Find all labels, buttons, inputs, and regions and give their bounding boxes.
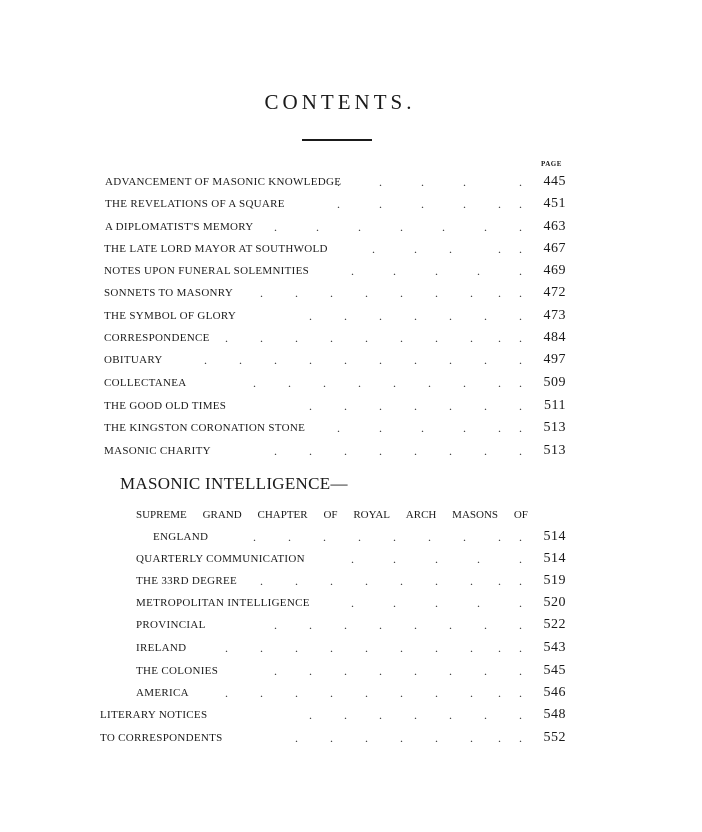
toc-entry-page: 451 bbox=[543, 196, 566, 211]
leader-dots: . . . . . . . . . . bbox=[225, 641, 526, 655]
toc-entry bbox=[104, 328, 566, 348]
toc-entry bbox=[104, 350, 566, 370]
toc-entry-page: 513 bbox=[543, 420, 566, 435]
leader-dots: . . . . . bbox=[372, 242, 526, 256]
toc-entry bbox=[105, 217, 566, 237]
toc-entry-label: NOTES UPON FUNERAL SOLEMNITIES bbox=[104, 265, 310, 277]
arch-word: ARCH bbox=[405, 509, 437, 521]
leader-dots: . . . . . . . . . . bbox=[225, 686, 526, 700]
toc-entry bbox=[104, 418, 566, 438]
chapter-word: CHAPTER bbox=[257, 509, 308, 521]
toc-subentry bbox=[136, 661, 566, 681]
title-rule bbox=[302, 139, 372, 141]
leader-dots: . . . . . . . . . bbox=[260, 286, 526, 300]
royal-word: ROYAL bbox=[353, 509, 390, 521]
toc-subentry-page: 514 bbox=[543, 529, 566, 544]
leader-dots: . . . . . . bbox=[337, 197, 526, 211]
toc-entry bbox=[104, 396, 566, 416]
toc-entry-label: COLLECTANEA bbox=[104, 377, 187, 389]
toc-entry bbox=[104, 283, 566, 303]
toc-entry-page: 469 bbox=[543, 263, 566, 278]
toc-entry-label: ADVANCEMENT OF MASONIC KNOWLEDGE bbox=[105, 176, 342, 188]
leader-dots: . . . . . . . . . bbox=[253, 376, 526, 390]
toc-entry-page: 497 bbox=[543, 352, 566, 367]
toc-entry-page: 472 bbox=[543, 285, 566, 300]
toc-entry-page: 511 bbox=[544, 398, 566, 413]
leader-dots: . . . . . bbox=[351, 552, 526, 566]
toc-entry-page: 467 bbox=[543, 241, 566, 256]
toc-subentry bbox=[136, 549, 566, 569]
toc-subentry bbox=[136, 638, 566, 658]
toc-subentry bbox=[136, 615, 566, 635]
toc-entry-label: THE KINGSTON CORONATION STONE bbox=[104, 422, 306, 434]
toc-subentry bbox=[136, 683, 566, 703]
leader-dots: . . . . . bbox=[351, 596, 526, 610]
of-word: OF bbox=[513, 509, 528, 521]
toc-subentry-label: THE COLONIES bbox=[136, 665, 219, 677]
leader-dots: . . . . . . . . . . bbox=[204, 353, 526, 367]
of-word: OF bbox=[323, 509, 338, 521]
leader-dots: . . . . . bbox=[337, 175, 526, 189]
toc-subentry-page: 514 bbox=[543, 551, 566, 566]
toc-entry bbox=[100, 705, 566, 725]
toc-subentry bbox=[136, 571, 566, 591]
leader-dots: . . . . . . . . bbox=[274, 664, 526, 678]
leader-dots: . . . . . . . bbox=[309, 708, 526, 722]
toc-subentry-page: 519 bbox=[543, 573, 566, 588]
toc-entry-label: MASONIC CHARITY bbox=[104, 445, 211, 457]
toc-entry-page: 509 bbox=[543, 375, 566, 390]
grand-word: GRAND bbox=[202, 509, 242, 521]
leader-dots: . . . . . . . . . bbox=[260, 574, 526, 588]
toc-entry bbox=[105, 194, 566, 214]
toc-entry-label: LITERARY NOTICES bbox=[100, 709, 208, 721]
toc-subentry-page: 520 bbox=[543, 595, 566, 610]
toc-subentry-label: THE 33RD DEGREE bbox=[136, 575, 238, 587]
toc-subentry-page: 543 bbox=[543, 640, 566, 655]
toc-entry bbox=[104, 441, 566, 461]
toc-entry-page: 552 bbox=[543, 730, 566, 745]
toc-subentry-label: IRELAND bbox=[136, 642, 187, 654]
toc-subentry bbox=[153, 527, 566, 547]
leader-dots: . . . . . . . bbox=[309, 399, 526, 413]
toc-entry-page: 548 bbox=[543, 707, 566, 722]
toc-entry-label: CORRESPONDENCE bbox=[104, 332, 210, 344]
toc-entry-page: 513 bbox=[543, 443, 566, 458]
leader-dots: . . . . . . . bbox=[274, 220, 526, 234]
leader-dots: . . . . . . . bbox=[309, 309, 526, 323]
toc-entry bbox=[100, 728, 566, 748]
toc-entry-label: THE GOOD OLD TIMES bbox=[104, 400, 227, 412]
leader-dots: . . . . . . bbox=[337, 421, 526, 435]
toc-subentry-page: 546 bbox=[543, 685, 566, 700]
toc-entry-label: SONNETS TO MASONRY bbox=[104, 287, 234, 299]
toc-entry bbox=[104, 261, 566, 281]
toc-entry bbox=[105, 172, 566, 192]
toc-entry-label: THE LATE LORD MAYOR AT SOUTHWOLD bbox=[104, 243, 328, 255]
leader-dots: . . . . . . . . bbox=[274, 618, 526, 632]
leader-dots: . . . . . . . . bbox=[274, 444, 526, 458]
page-title: CONTENTS. bbox=[264, 90, 416, 114]
leader-dots: . . . . . . . . . bbox=[253, 530, 526, 544]
section-heading: MASONIC INTELLIGENCE— bbox=[120, 474, 348, 493]
toc-entry bbox=[104, 306, 566, 326]
masons-word: MASONS bbox=[452, 509, 499, 521]
supreme-word: SUPREME bbox=[136, 509, 187, 521]
toc-subentry bbox=[136, 593, 566, 613]
leader-dots: . . . . . bbox=[351, 264, 526, 278]
toc-entry-page: 484 bbox=[543, 330, 566, 345]
toc-subentry-page: 545 bbox=[543, 663, 566, 678]
toc-subentry-label: QUARTERLY COMMUNICATION bbox=[136, 553, 305, 565]
toc-subentry-label: ENGLAND bbox=[153, 531, 209, 543]
toc-entry-label: THE SYMBOL OF GLORY bbox=[104, 310, 237, 322]
toc-subentry-label: AMERICA bbox=[136, 687, 189, 699]
leader-dots: . . . . . . . . . . bbox=[225, 331, 526, 345]
toc-entry bbox=[104, 373, 566, 393]
toc-entry-label: TO CORRESPONDENTS bbox=[100, 732, 223, 744]
toc-subentry-label: METROPOLITAN INTELLIGENCE bbox=[136, 597, 310, 609]
toc-entry-label: A DIPLOMATIST'S MEMORY bbox=[105, 221, 254, 233]
toc-subentry-page: 522 bbox=[543, 617, 566, 632]
page-column-header: PAGE bbox=[541, 160, 562, 168]
toc-subentry-label: PROVINCIAL bbox=[136, 619, 206, 631]
leader-dots: . . . . . . . . bbox=[295, 731, 526, 745]
toc-entry-page: 463 bbox=[543, 219, 566, 234]
toc-entry-page: 445 bbox=[543, 174, 566, 189]
toc-entry-label: THE REVELATIONS OF A SQUARE bbox=[105, 198, 285, 210]
supreme-grand-chapter-line bbox=[136, 505, 528, 525]
toc-entry-page: 473 bbox=[543, 308, 566, 323]
toc-entry bbox=[104, 239, 566, 259]
toc-entry-label: OBITUARY bbox=[104, 354, 163, 366]
